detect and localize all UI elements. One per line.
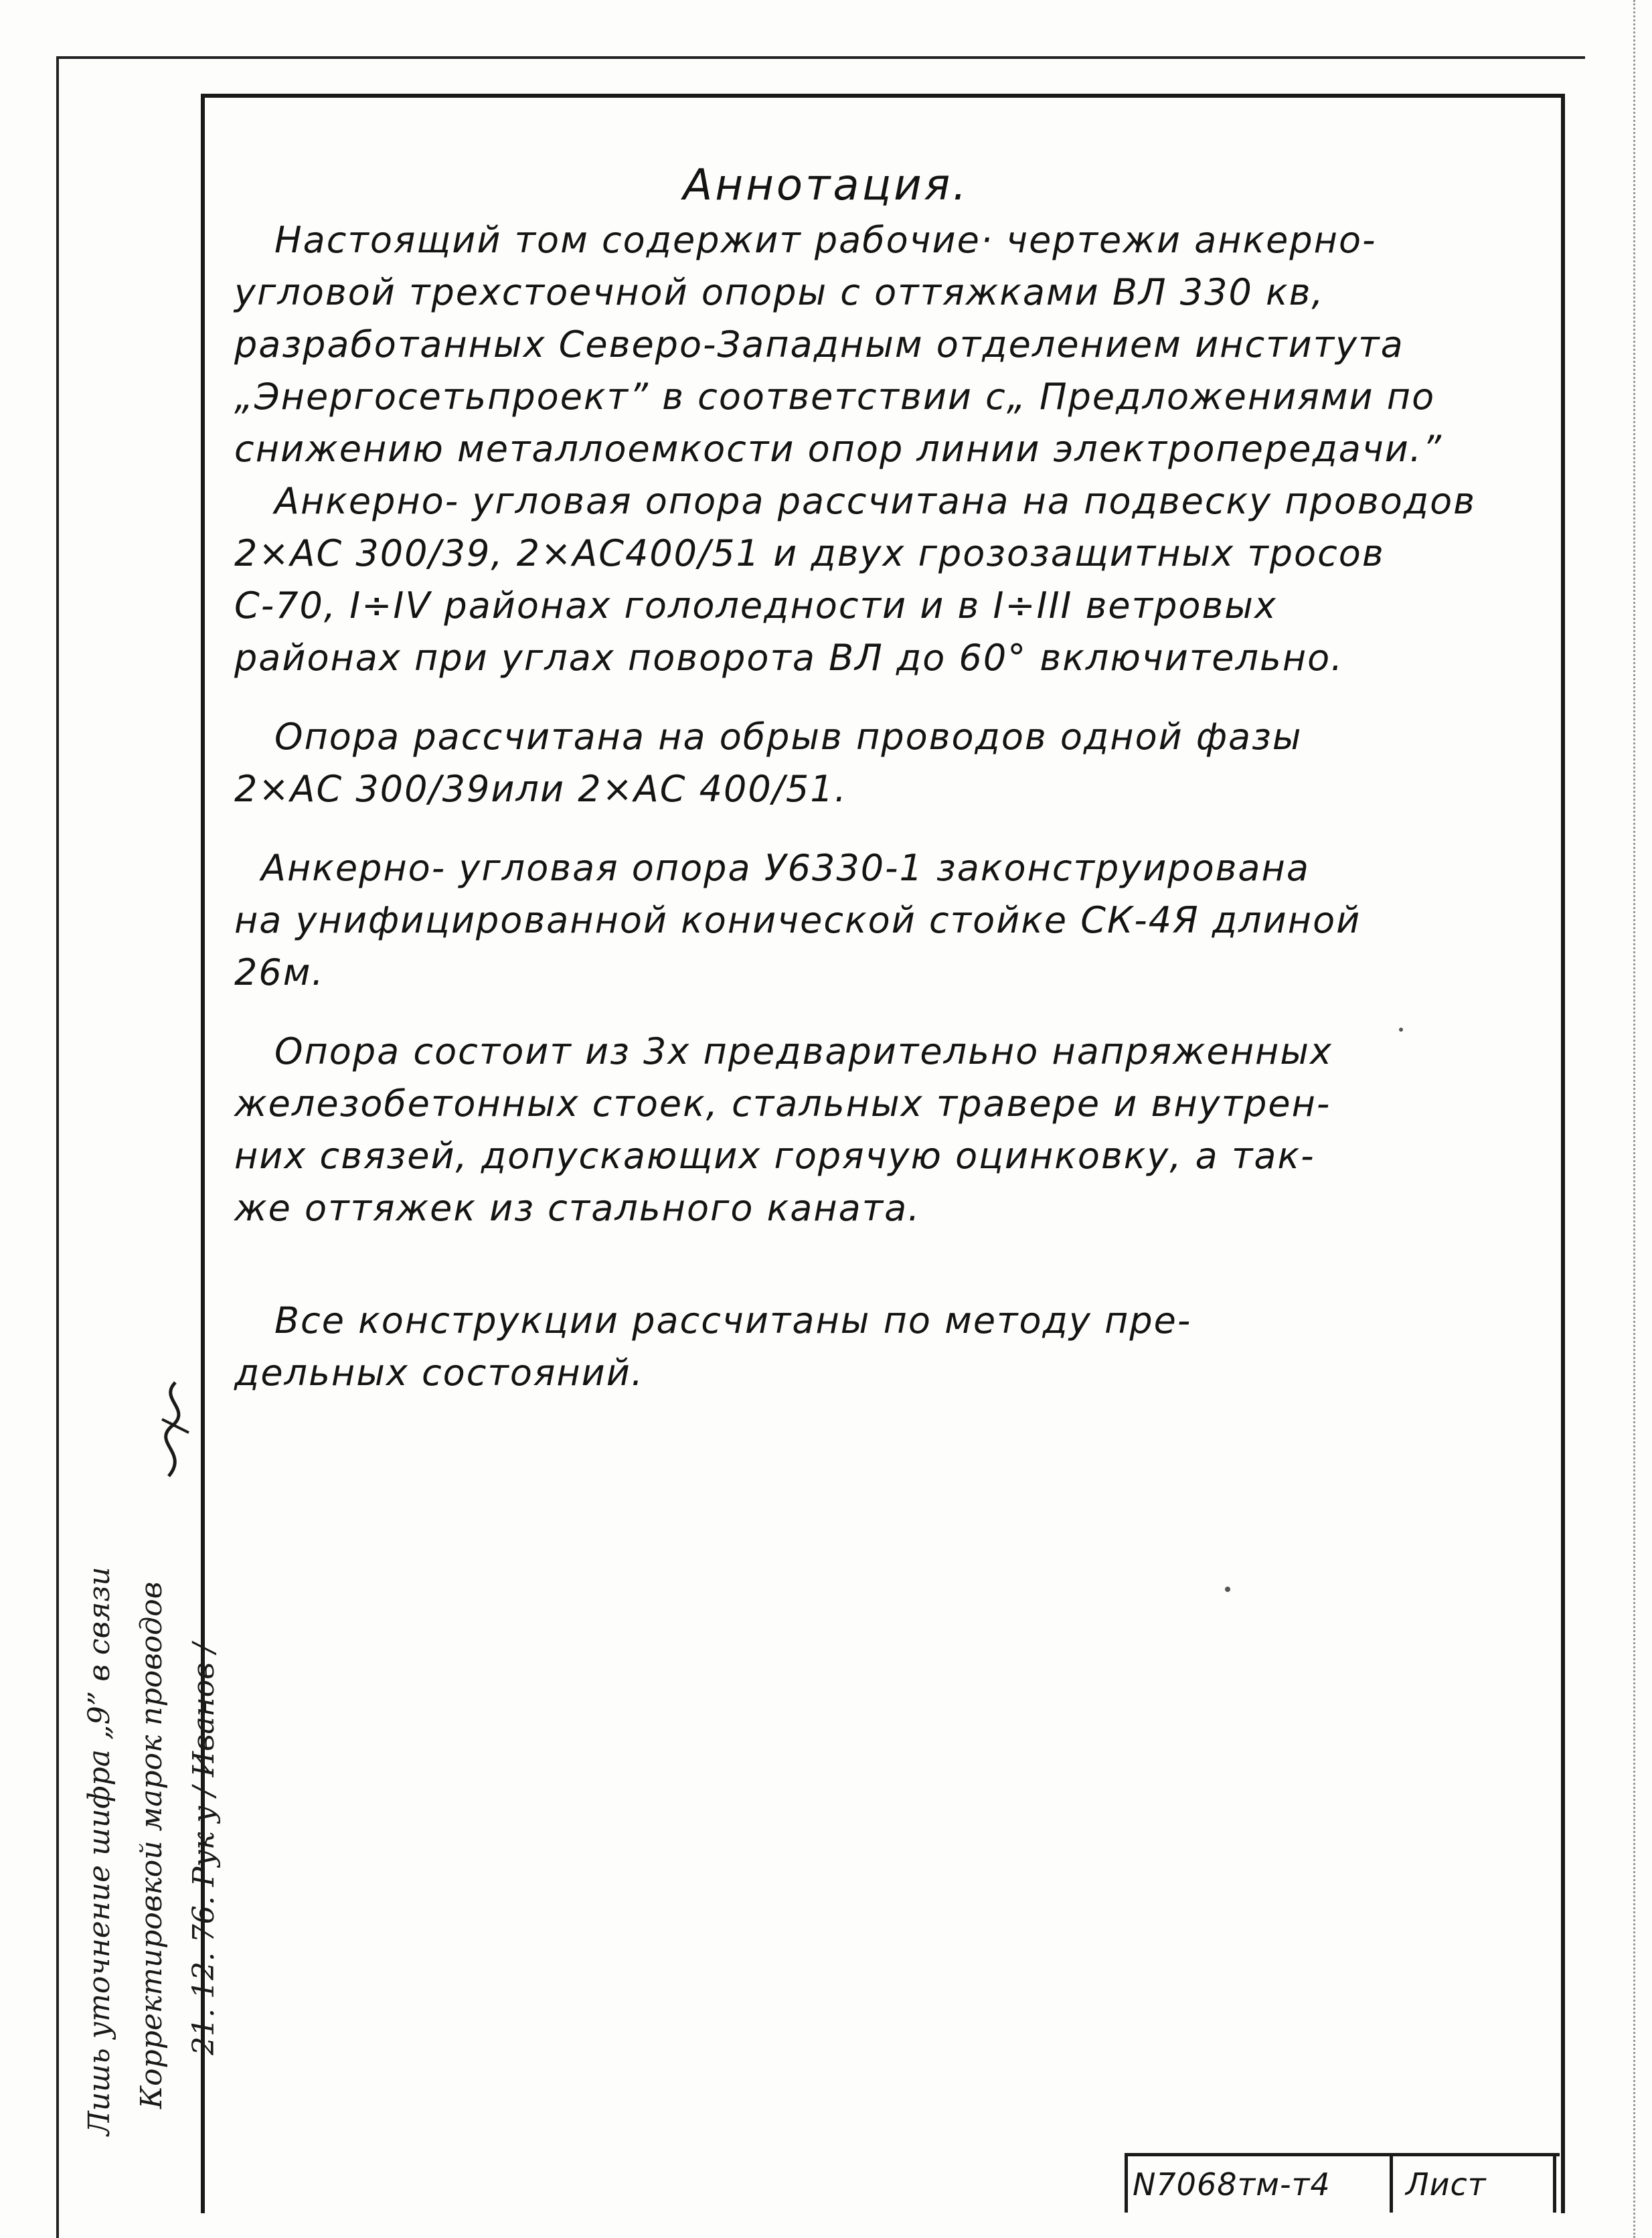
- paragraph-1: [234, 214, 1560, 475]
- spacer: [234, 684, 1560, 711]
- text-line: на унифицированной конической стойке СК-4Я длиной: [234, 899, 1361, 941]
- text-line: 2×АС 300/39, 2×АС400/51 и двух грозозащитных тросов: [234, 532, 1385, 574]
- annotation-body: [234, 214, 1560, 1399]
- text-line: них связей, допускающих горячую оцинковку, а так-: [234, 1135, 1315, 1177]
- annotation-title: Аннотация.: [683, 161, 969, 210]
- margin-note-line: 21. 12. 76. Рук у / Иванов /: [187, 1643, 221, 2055]
- text-line: 2×АС 300/39или 2×АС 400/51.: [234, 768, 847, 810]
- paragraph-3: [234, 711, 1560, 815]
- text-line: районах при углах поворота ВЛ до 60° включительно.: [234, 637, 1344, 679]
- text-line: разработанных Северо-Западным отделением института: [234, 323, 1404, 366]
- title-block-stamp: [1125, 2153, 1560, 2213]
- scan-speck: [1399, 1028, 1403, 1032]
- text-line: С-70, I÷IV районах гололедности и в I÷III ветровых: [234, 584, 1277, 627]
- paragraph-4: [234, 842, 1560, 999]
- stamp-divider: [1553, 2156, 1556, 2213]
- text-line: же оттяжек из стального каната.: [234, 1187, 921, 1229]
- text-line: Опора состоит из 3х предварительно напряженных: [274, 1030, 1333, 1072]
- text-line: „Энергосетьпроект” в соответствии с„ Предложениями по: [234, 376, 1436, 418]
- signature-scribble: [155, 1379, 195, 1480]
- spacer: [234, 999, 1560, 1026]
- text-line: Все конструкции рассчитаны по методу пре-: [274, 1299, 1192, 1342]
- text-line: Анкерно- угловая опора У6330-1 законструирована: [261, 847, 1310, 889]
- paragraph-5: [234, 1026, 1560, 1234]
- text-line: Анкерно- угловая опора рассчитана на подвеску проводов: [274, 480, 1476, 522]
- text-line: снижению металлоемкости опор линии электропередачи.”: [234, 428, 1443, 470]
- spacer: [234, 815, 1560, 842]
- text-line: Опора рассчитана на обрыв проводов одной фазы: [274, 716, 1303, 758]
- text-line: Настоящий том содержит рабочие· чертежи анкерно-: [274, 219, 1377, 261]
- drawing-code: N7068тм-т4: [1133, 2166, 1331, 2203]
- text-line: 26м.: [234, 951, 325, 993]
- text-line: угловой трехстоечной опоры с оттяжками ВЛ 330 кв,: [234, 271, 1325, 313]
- margin-note-line: Корректировкой марок проводов: [135, 1581, 169, 2109]
- paragraph-6: [234, 1295, 1560, 1399]
- stamp-divider: [1390, 2156, 1393, 2213]
- text-line: железобетонных стоек, стальных травере и внутрен-: [234, 1083, 1331, 1125]
- scan-speck: [1225, 1587, 1230, 1592]
- sheet-label: Лист: [1406, 2166, 1487, 2203]
- margin-note-line: Лишь уточнение шифра „9” в связи: [82, 1567, 116, 2136]
- spacer: [234, 1234, 1560, 1295]
- paragraph-2: [234, 475, 1560, 684]
- stamp-divider: [1125, 2156, 1128, 2213]
- text-line: дельных состояний.: [234, 1352, 645, 1394]
- dotted-edge-line: [1633, 0, 1635, 2238]
